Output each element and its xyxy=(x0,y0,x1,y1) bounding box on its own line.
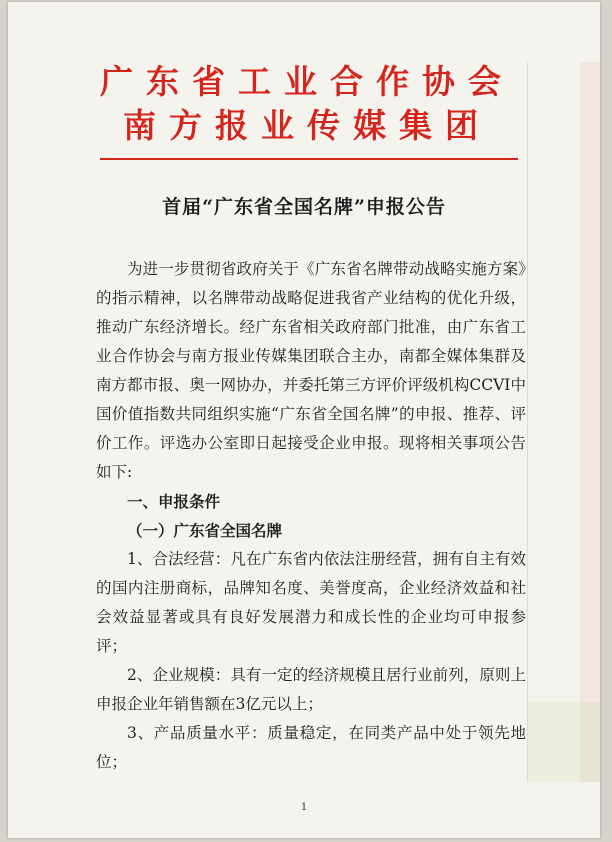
letterhead-divider xyxy=(100,158,518,160)
letterhead-line-2: 南方报业传媒集团 xyxy=(123,106,491,145)
bleed-through-table xyxy=(527,62,600,782)
intro-paragraph: 为进一步贯彻省政府关于《广东省名牌带动战略实施方案》的指示精神，以名牌带动战略促进我省产业结构的优化升级，推动广东经济增长。经广东省相关政府部门批准，由广东省工业合作协会与南方报业传媒集团联合主办，南都全媒体集群及南方都市报、奥一网协办，并委托第三方评价评级机构CCVI中国价值指数共同组织实施“广东省全国名牌”的申报、推荐、评价工作。评选办公室即日起接受企业申报。现将相关事项公告如下: xyxy=(96,260,526,481)
condition-item-2: 2、企业规模：具有一定的经济规模且居行业前列，原则上申报企业年销售额在3亿元以上； xyxy=(96,666,526,713)
document-body xyxy=(96,255,526,777)
condition-item-1: 1、合法经营：凡在广东省内依法注册经营，拥有自主有效的国内注册商标，品牌知名度、美誉度高，企业经济效益和社会效益显著或具有良好发展潜力和成长性的企业均可申报参评； xyxy=(96,550,526,655)
letterhead xyxy=(8,60,600,148)
condition-item-3: 3、产品质量水平：质量稳定，在同类产品中处于领先地位； xyxy=(96,724,526,771)
section-heading: 一、申报条件 xyxy=(127,492,221,511)
letterhead-line-1: 广东省工业合作协会 xyxy=(100,62,514,101)
document-title: 首届“广东省全国名牌”申报公告 xyxy=(162,196,446,218)
page-number: 1 xyxy=(300,802,308,813)
document-page xyxy=(8,2,600,838)
subsection-heading: （一）广东省全国名牌 xyxy=(127,521,283,540)
